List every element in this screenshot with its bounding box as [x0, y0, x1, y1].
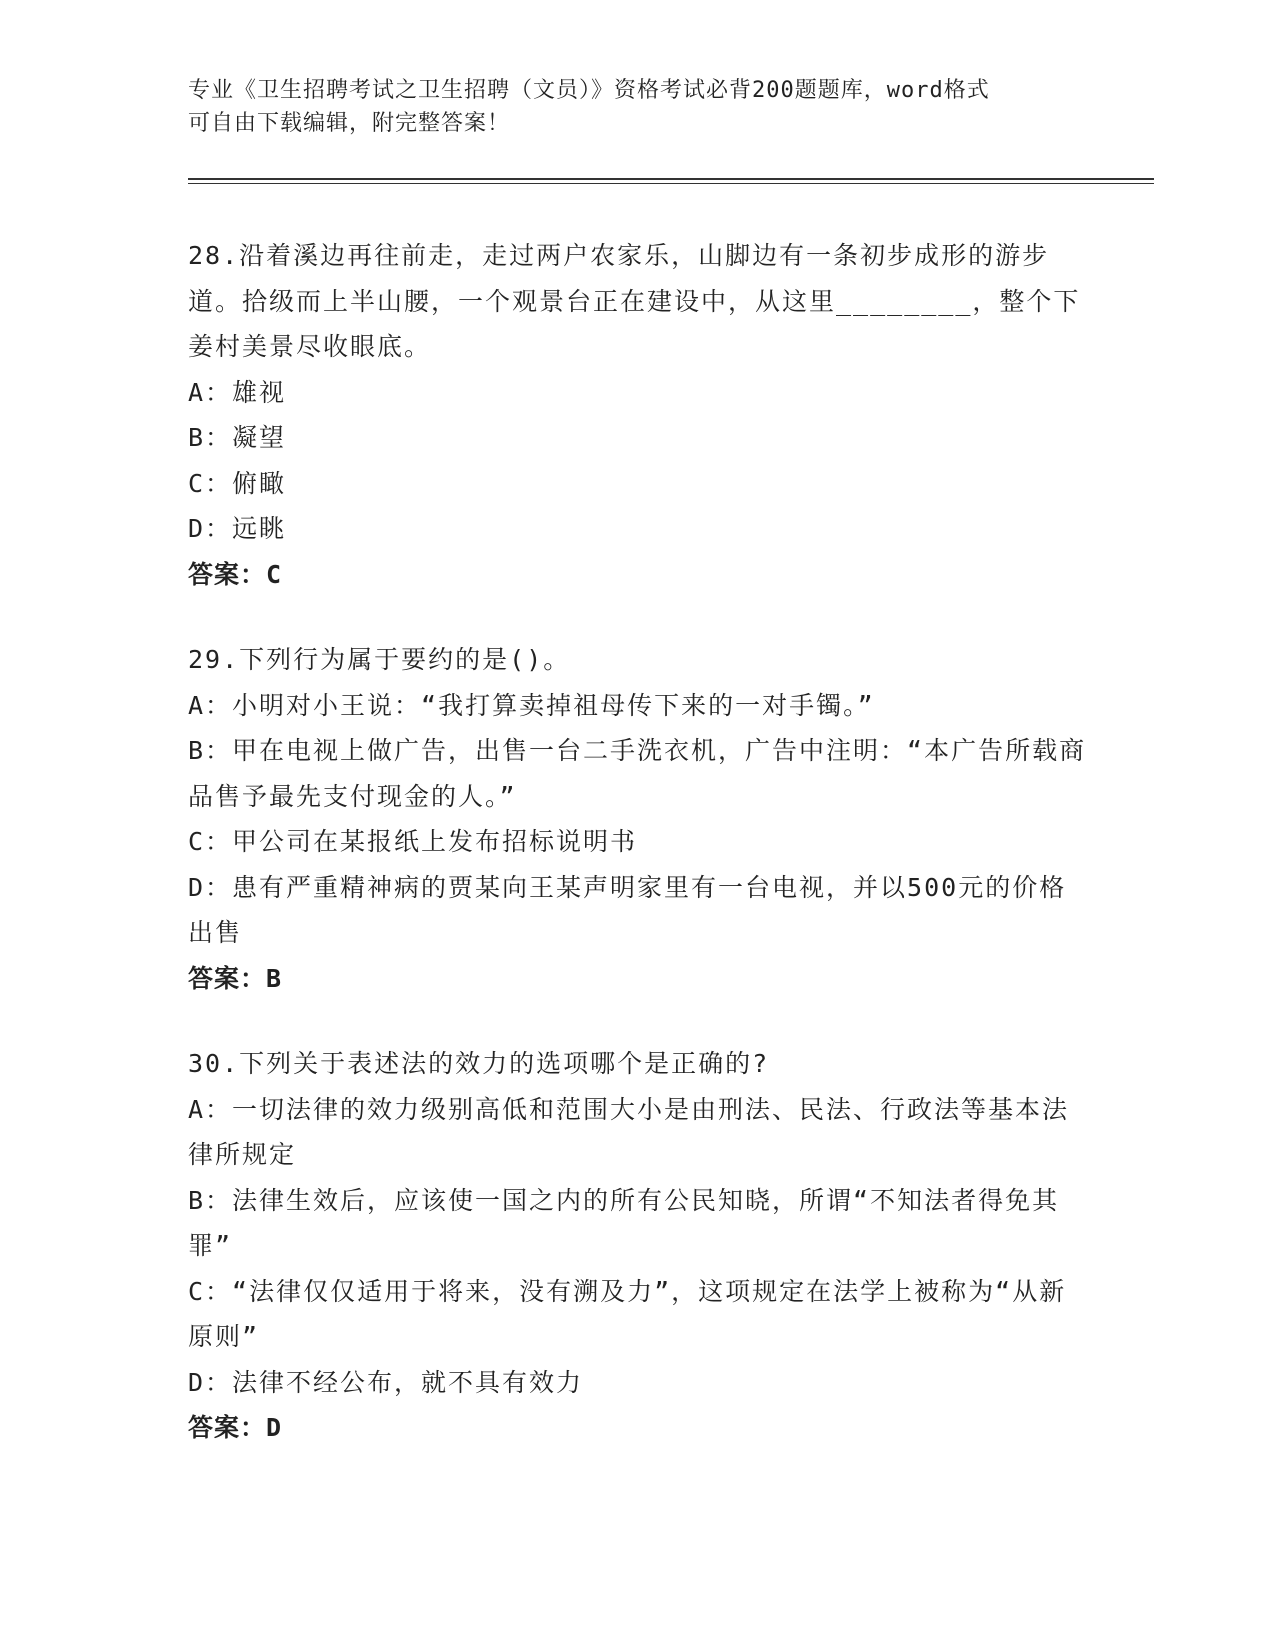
answer: 答案：B: [188, 963, 283, 993]
answer: 答案：C: [188, 559, 283, 589]
question-28: [188, 233, 1088, 597]
header-divider-bottom: [188, 183, 1154, 184]
header-line-2: 可自由下载编辑，附完整答案！: [188, 111, 511, 136]
option-b: B：凝望: [188, 423, 287, 452]
document-header: [188, 74, 1068, 140]
question-30: [188, 1041, 1088, 1451]
question-29: [188, 637, 1088, 1001]
option-d: D：患有严重精神病的贾某向王某声明家里有一台电视，并以500元的价格出售: [188, 872, 1067, 947]
question-list: [188, 233, 1088, 1491]
option-c: C：俯瞰: [188, 468, 287, 498]
option-d: D：法律不经公布，就不具有效力: [188, 1367, 584, 1397]
question-stem: 28.沿着溪边再往前走，走过两户农家乐，山脚边有一条初步成形的游步道。拾级而上半山腰，一个观景台正在建设中，从这里________，整个下姜村美景尽收眼底。: [188, 241, 1081, 361]
option-b: B：法律生效后，应该使一国之内的所有公民知晓，所谓“不知法者得免其罪”: [188, 1185, 1060, 1260]
header-line-1: 专业《卫生招聘考试之卫生招聘（文员）》资格考试必背200题题库，word格式: [188, 78, 990, 103]
option-a: A：小明对小王说：“我打算卖掉祖母传下来的一对手镯。”: [188, 690, 875, 720]
header-divider-top: [188, 178, 1154, 180]
question-stem: 29.下列行为属于要约的是()。: [188, 645, 571, 674]
option-c: C：“法律仅仅适用于将来，没有溯及力”，这项规定在法学上被称为“从新原则”: [188, 1276, 1067, 1351]
option-b: B：甲在电视上做广告，出售一台二手洗衣机，广告中注明：“本广告所载商品售予最先支付现金的人。”: [188, 736, 1087, 811]
option-c: C：甲公司在某报纸上发布招标说明书: [188, 827, 638, 856]
option-a: A：一切法律的效力级别高低和范围大小是由刑法、民法、行政法等基本法律所规定: [188, 1094, 1070, 1169]
answer: 答案：D: [188, 1413, 283, 1442]
option-a: A：雄视: [188, 377, 287, 407]
option-d: D：远眺: [188, 514, 287, 543]
question-stem: 30.下列关于表述法的效力的选项哪个是正确的?: [188, 1049, 770, 1078]
